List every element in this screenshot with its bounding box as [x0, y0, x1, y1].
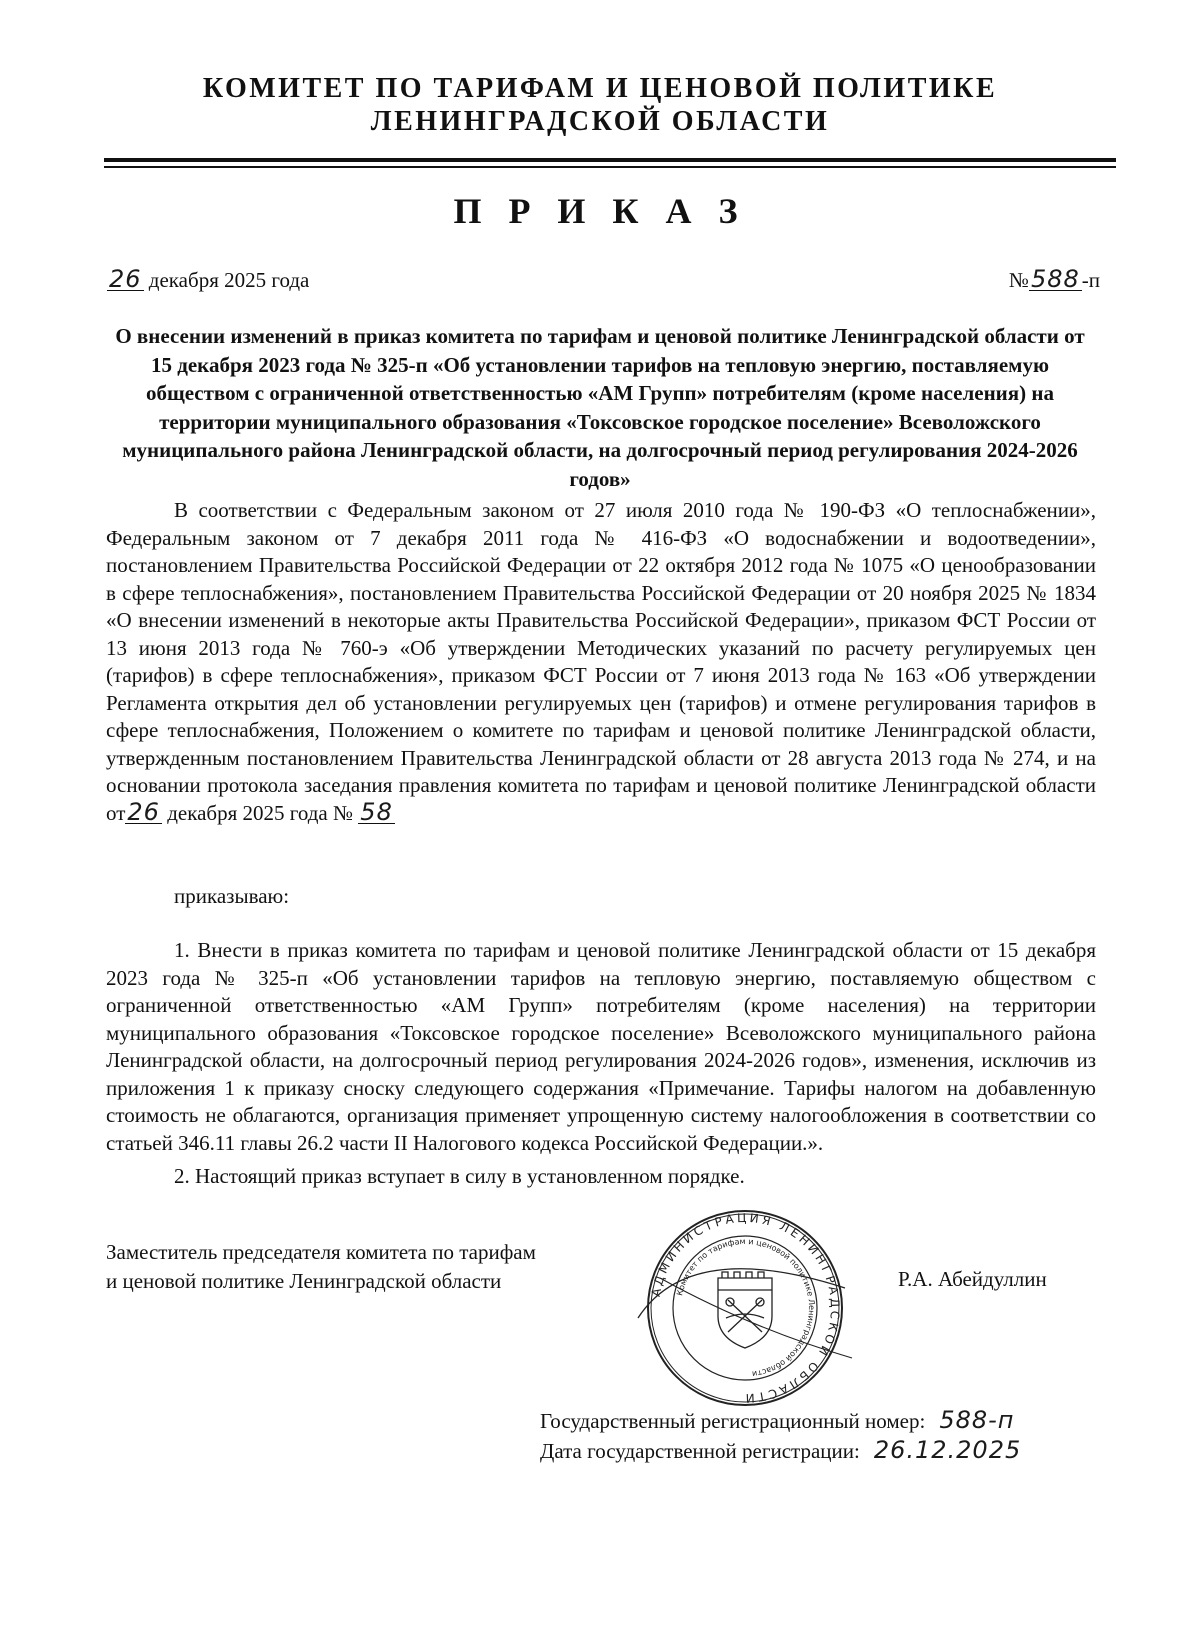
signatory-role-line2: и ценовой политике Ленинградской области: [106, 1269, 502, 1293]
order-number-suffix: -п: [1081, 268, 1100, 292]
preamble-text: В соответствии с Федеральным законом от 27 июля 2010 года № 190-ФЗ «О теплоснабжении», Федеральным законом от 7 декабря 2011 года № 416-ФЗ «О водоснабжении и водоотведении», постановлением Правительства Российской Федерации от 22 октября 2012 года № 1075 «О ценообразовании в сфере теплоснабжения», постановлением Правительства Российской Федерации от 20 ноября 2025 № 1834 «О внесении изменений в некоторые акты Правительства Российской Федерации», приказом ФСТ России от 13 июня 2013 года № 760-э «Об утверждении Методических указаний по расчету регулируемых цен (тарифов) в сфере теплоснабжения», приказом ФСТ России от 7 июня 2013 года № 163 «Об утверждении Регламента открытия дел об установлении регулируемых цен (тарифов) и отмене регулирования тарифов в сфере теплоснабжения, Положением о комитете по тарифам и ценовой политике Ленинградской области, утвержденным постановлением Правительства Ленинградской области от 28 августа 2013 года № 274, и на основании протокола заседания правления комитета по тарифам и ценовой политике Ленинградской области от: [106, 498, 1096, 825]
decree-word: приказываю:: [174, 884, 290, 908]
signatory-name: Р.А. Абейдуллин: [898, 1267, 1047, 1291]
signatory-role-line1: Заместитель председателя комитета по тарифам: [106, 1240, 536, 1264]
signatory-role: [106, 1238, 536, 1296]
header-rule-thick: [104, 158, 1116, 162]
registration-date-row: [540, 1436, 1021, 1466]
protocol-day-handwritten: 26: [127, 797, 160, 826]
order-date-rest: декабря 2025 года: [143, 268, 310, 292]
order-number-handwritten: 588: [1030, 265, 1080, 293]
registration-number-label: Государственный регистрационный номер:: [540, 1409, 926, 1433]
preamble-text-after-day: декабря 2025 года №: [161, 800, 359, 825]
order-day-handwritten: 26: [109, 265, 142, 293]
order-item-1: [106, 937, 1096, 1157]
order-item-1-text: 1. Внести в приказ комитета по тарифам и ценовой политике Ленинградской области от 15 декабря 2023 года № 325-п «Об установлении тарифов на тепловую энергию, поставляемую обществом с ограниченной ответственностью «АМ Групп» потребителям (кроме населения) на территории муниципального образования «Токсовское городское поселение» Всеволожского муниципального района Ленинградской области, на долгосрочный период регулирования 2024-2026 годов», изменения, исключив из приложения 1 к приказу сноску следующего содержания «Примечание. Тарифы налогом на добавленную стоимость не облагаются, организация применяет упрощенную систему налогообложения в соответствии со статьей 346.11 главы 26.2 части II Налогового кодекса Российской Федерации.».: [106, 938, 1096, 1155]
protocol-number-handwritten: 58: [360, 797, 393, 826]
order-subject: О внесении изменений в приказ комитета по тарифам и ценовой политике Ленинградской области от 15 декабря 2023 года № 325-п «Об установлении тарифов на тепловую энергию, поставляемую обществом с ограниченной ответственностью «АМ Групп» потребителям (кроме населения) на территории муниципального образования «Токсовское городское поселение» Всеволожского муниципального района Ленинградской области, на долгосрочный период регулирования 2024-2026 годов»: [115, 324, 1085, 491]
committee-name-line2: ЛЕНИНГРАДСКОЙ ОБЛАСТИ: [370, 106, 830, 137]
registration-date-label: Дата государственной регистрации:: [540, 1439, 860, 1463]
coat-of-arms-icon: [718, 1272, 772, 1348]
order-date: [107, 265, 310, 293]
order-item-2-text: 2. Настоящий приказ вступает в силу в установленном порядке.: [174, 1164, 745, 1188]
official-seal-stamp: [630, 1208, 860, 1408]
svg-text:Комитет по тарифам и ценовой п: [675, 1237, 816, 1379]
preamble-paragraph: [106, 497, 1096, 827]
stamp-outer-text: АДМИНИСТРАЦИЯ ЛЕНИНГРАДСКОЙ ОБЛАСТИ: [648, 1210, 843, 1406]
registration-block: [540, 1406, 1021, 1466]
order-item-2: [106, 1163, 1096, 1191]
order-number: [1008, 265, 1100, 293]
registration-number-row: [540, 1406, 1021, 1436]
committee-name-line1: КОМИТЕТ ПО ТАРИФАМ И ЦЕНОВОЙ ПОЛИТИКЕ: [202, 73, 998, 104]
order-number-prefix: №: [1008, 268, 1029, 292]
order-title: П Р И К А З: [453, 191, 747, 231]
header-rule-thin: [104, 166, 1116, 168]
registration-number-handwritten: 588-п: [939, 1406, 1015, 1434]
stamp-inner-text: Комитет по тарифам и ценовой политике Ленинградской области: [675, 1236, 817, 1379]
registration-date-handwritten: 26.12.2025: [873, 1436, 1022, 1464]
